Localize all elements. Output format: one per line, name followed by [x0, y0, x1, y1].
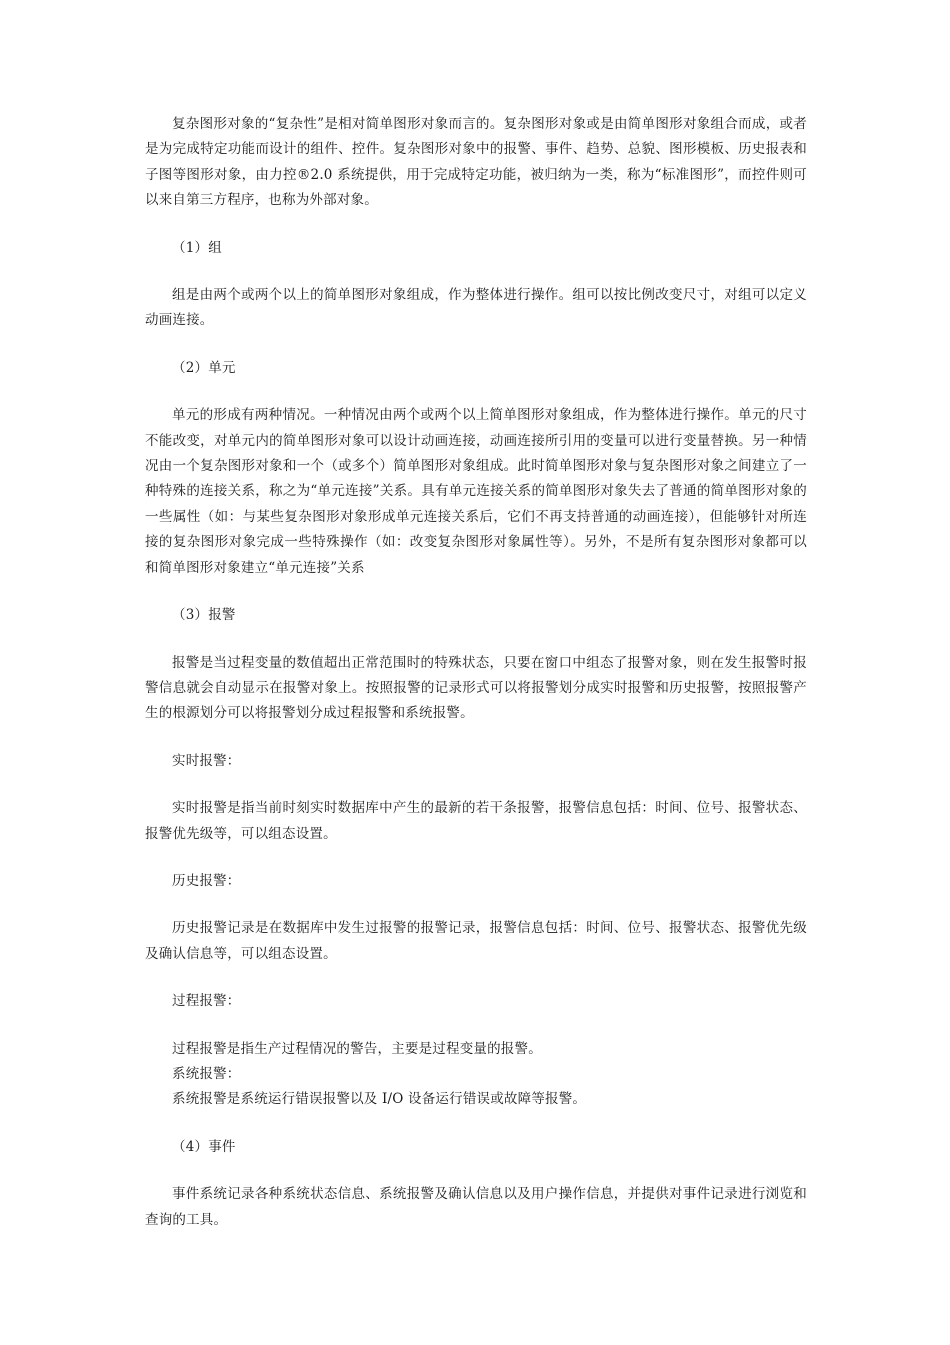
group-paragraph: 组是由两个或两个以上的简单图形对象组成，作为整体进行操作。组可以按比例改变尺寸，对组可以定义动画连接。	[145, 287, 807, 329]
system-alarm-paragraph: 系统报警是系统运行错误报警以及 I/O 设备运行错误或故障等报警。	[172, 1091, 587, 1108]
section-heading-event: （4）事件	[172, 1138, 236, 1155]
section-heading-alarm: （3）报警	[172, 607, 236, 624]
realtime-alarm-label: 实时报警：	[172, 752, 241, 769]
unit-paragraph: 单元的形成有两种情况。一种情况由两个或两个以上简单图形对象组成，作为整体进行操作。单元的尺寸不能改变，对单元内的简单图形对象可以设计动画连接，动画连接所引用的变量可以进行变量替换。另一种情况由一个复杂图形对象和一个（或多个）简单图形对象组成。此时简单图形对象与复杂图形对象之间建立了一种特殊的连接关系，称之为“单元连接”关系。具有单元连接关系的简单图形对象失去了普通的简单图形对象的一些属性（如：与某些复杂图形对象形成单元连接关系后，它们不再支持普通的动画连接），但能够针对所连接的复杂图形对象完成一些特殊操作（如：改变复杂图形对象属性等）。另外，不是所有复杂图形对象都可以和简单图形对象建立“单元连接”关系	[145, 407, 807, 576]
section-heading-unit: （2）单元	[172, 359, 236, 376]
system-alarm-label: 系统报警：	[172, 1065, 241, 1082]
section-heading-group: （1）组	[172, 239, 222, 256]
alarm-paragraph: 报警是当过程变量的数值超出正常范围时的特殊状态，只要在窗口中组态了报警对象，则在发生报警时报警信息就会自动显示在报警对象上。按照报警的记录形式可以将报警划分成实时报警和历史报警，按照报警产生的根源划分可以将报警划分成过程报警和系统报警。	[145, 654, 807, 722]
event-paragraph: 事件系统记录各种系统状态信息、系统报警及确认信息以及用户操作信息，并提供对事件记录进行浏览和查询的工具。	[145, 1186, 807, 1228]
process-alarm-paragraph: 过程报警是指生产过程情况的警告，主要是过程变量的报警。	[172, 1040, 542, 1057]
history-alarm-paragraph: 历史报警记录是在数据库中发生过报警的报警记录，报警信息包括：时间、位号、报警状态、报警优先级及确认信息等，可以组态设置。	[145, 920, 807, 962]
document-body	[145, 112, 807, 1233]
intro-paragraph: 复杂图形对象的“复杂性”是相对简单图形对象而言的。复杂图形对象或是由简单图形对象组合而成，或者是为完成特定功能而设计的组件、控件。复杂图形对象中的报警、事件、趋势、总貌、图形模板、历史报表和子图等图形对象，由力控®2.0 系统提供，用于完成特定功能，被归纳为一类，称为“标准图形”，而控件则可以来自第三方程序，也称为外部对象。	[145, 116, 807, 209]
history-alarm-label: 历史报警：	[172, 872, 241, 889]
process-alarm-label: 过程报警：	[172, 993, 241, 1010]
realtime-alarm-paragraph: 实时报警是指当前时刻实时数据库中产生的最新的若干条报警，报警信息包括：时间、位号、报警状态、报警优先级等，可以组态设置。	[145, 800, 807, 842]
